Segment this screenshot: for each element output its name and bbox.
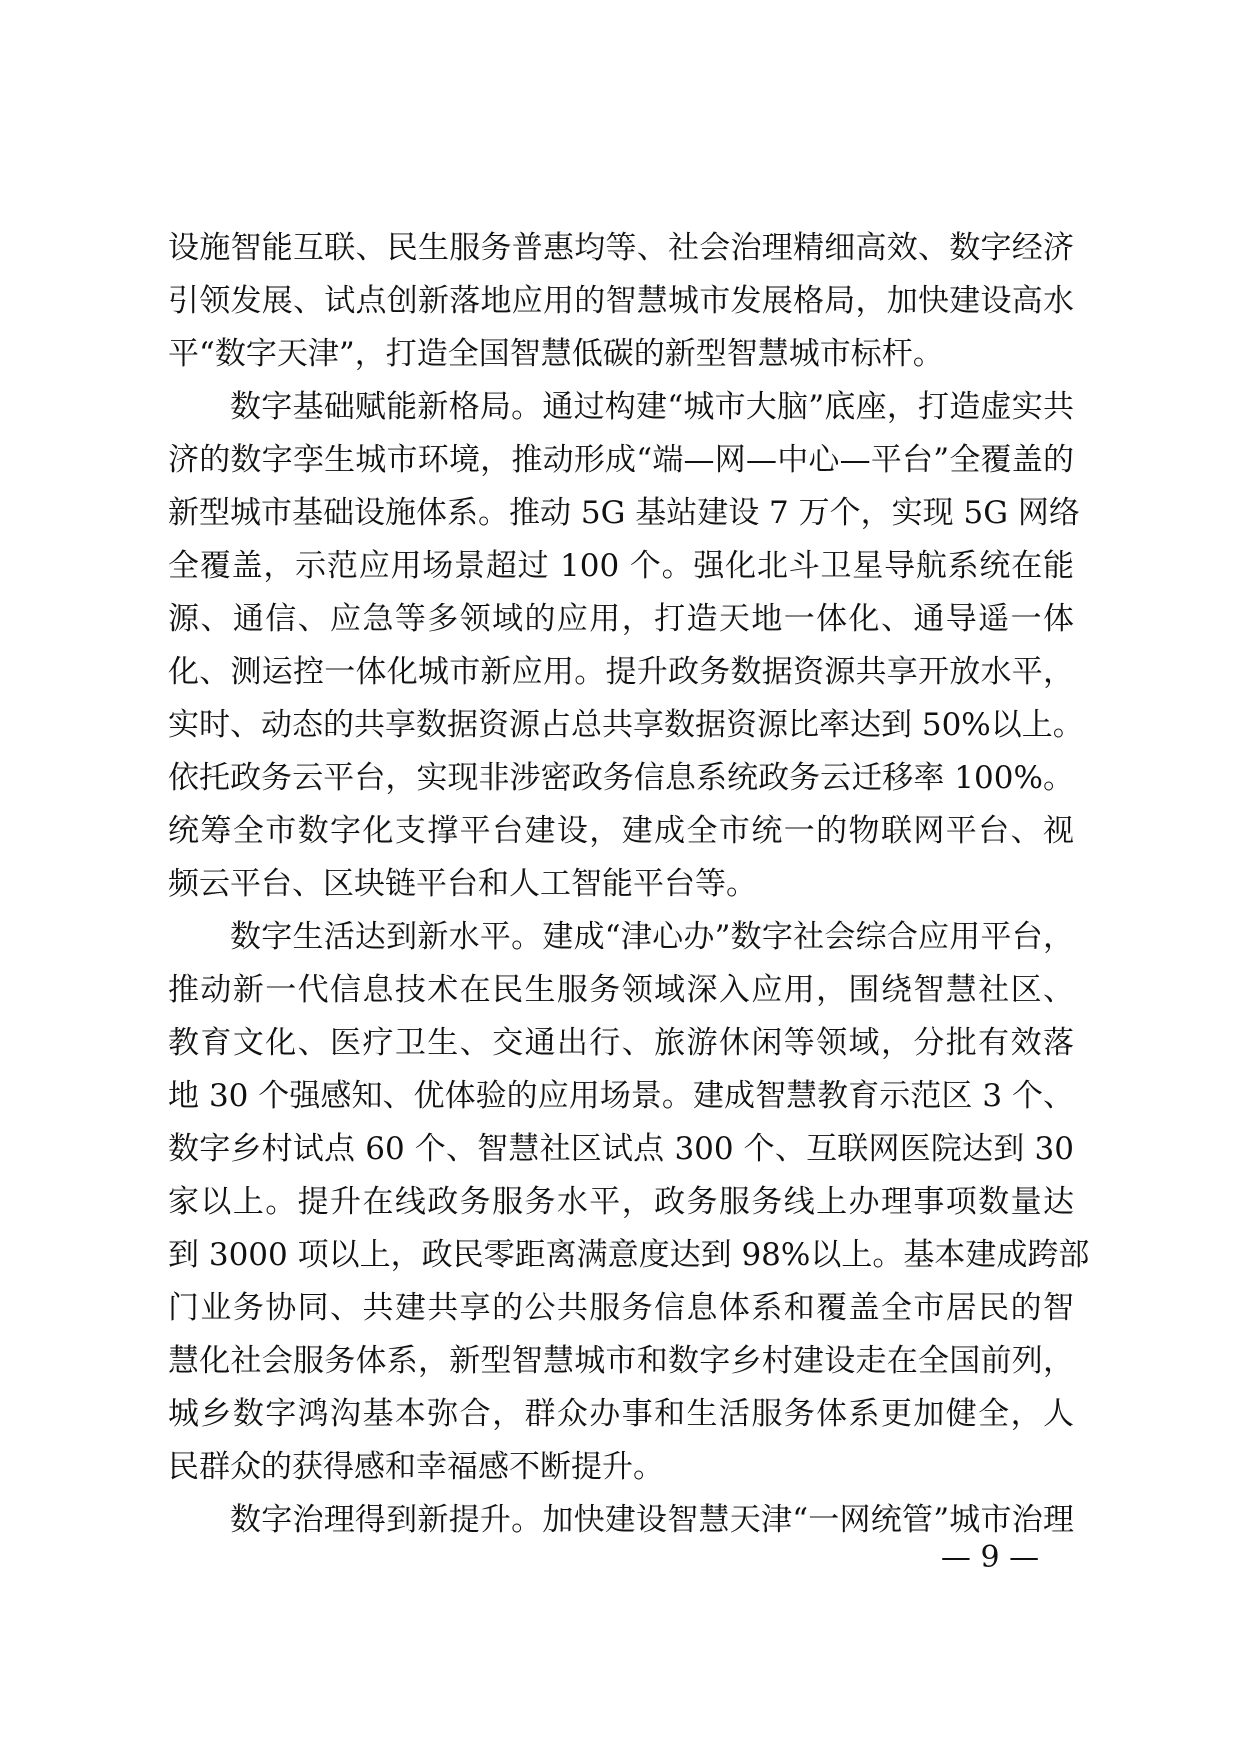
text-line: 民群众的获得感和幸福感不断提升。: [168, 1449, 664, 1485]
text-line: 推动新一代信息技术在民生服务领域深入应用，围绕智慧社区、: [168, 972, 1074, 1008]
text-line: 设施智能互联、民生服务普惠均等、社会治理精细高效、数字经济: [168, 230, 1074, 266]
body-text: [168, 222, 1090, 1547]
text-line: 数字生活达到新水平。建成“津心办”数字社会综合应用平台，: [230, 919, 1074, 955]
text-line: 新型城市基础设施体系。推动 5G 基站建设 7 万个，实现 5G 网络: [168, 495, 1080, 531]
text-line: 数字治理得到新提升。加快建设智慧天津“一网统管”城市治理: [230, 1502, 1074, 1538]
text-line: 源、通信、应急等多领域的应用，打造天地一体化、通导遥一体: [168, 601, 1074, 637]
text-line: 平“数字天津”，打造全国智慧低碳的新型智慧城市标杆。: [168, 336, 944, 372]
text-line: 慧化社会服务体系，新型智慧城市和数字乡村建设走在全国前列，: [168, 1343, 1074, 1379]
text-line: 实时、动态的共享数据资源占总共享数据资源比率达到 50%以上。: [168, 707, 1084, 743]
page-number: — 9 —: [940, 1540, 1040, 1575]
text-line: 教育文化、医疗卫生、交通出行、旅游休闲等领域，分批有效落: [168, 1025, 1074, 1061]
text-line: 化、测运控一体化城市新应用。提升政务数据资源共享开放水平，: [168, 654, 1074, 690]
text-line: 到 3000 项以上，政民零距离满意度达到 98%以上。基本建成跨部: [168, 1237, 1090, 1273]
text-line: 数字基础赋能新格局。通过构建“城市大脑”底座，打造虚实共: [230, 389, 1074, 425]
text-line: 依托政务云平台，实现非涉密政务信息系统政务云迁移率 100%。: [168, 760, 1074, 796]
text-line: 家以上。提升在线政务服务水平，政务服务线上办理事项数量达: [168, 1184, 1074, 1220]
text-line: 地 30 个强感知、优体验的应用场景。建成智慧教育示范区 3 个、: [168, 1078, 1074, 1114]
text-line: 城乡数字鸿沟基本弥合，群众办事和生活服务体系更加健全，人: [168, 1396, 1074, 1432]
text-line: 全覆盖，示范应用场景超过 100 个。强化北斗卫星导航系统在能: [168, 548, 1074, 584]
text-line: 统筹全市数字化支撑平台建设，建成全市统一的物联网平台、视: [168, 813, 1074, 849]
text-line: 门业务协同、共建共享的公共服务信息体系和覆盖全市居民的智: [168, 1290, 1074, 1326]
text-line: 频云平台、区块链平台和人工智能平台等。: [168, 866, 757, 902]
text-line: 引领发展、试点创新落地应用的智慧城市发展格局，加快建设高水: [168, 283, 1074, 319]
text-line: 济的数字孪生城市环境，推动形成“端—网—中心—平台”全覆盖的: [168, 442, 1074, 478]
text-line: 数字乡村试点 60 个、智慧社区试点 300 个、互联网医院达到 30: [168, 1131, 1074, 1167]
